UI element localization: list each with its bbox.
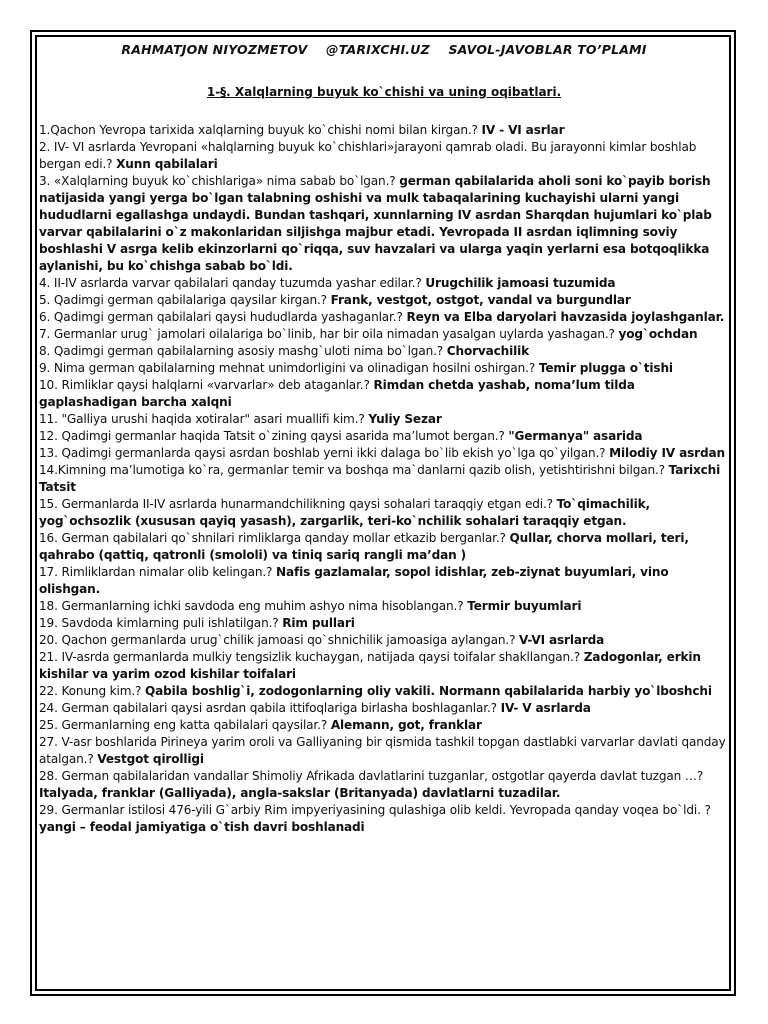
answer-text: Qabila boshlig`i, zodogonlarning oliy vakili. Normann qabilalarida harbiy yo`lboshchi bbox=[145, 684, 712, 698]
answer-text: Nafis gazlamalar, sopol idishlar, zeb-ziynat buyumlari, vino olishgan. bbox=[39, 565, 669, 596]
qa-item bbox=[39, 615, 727, 632]
qa-item bbox=[39, 632, 727, 649]
answer-text: Urugchilik jamoasi tuzumida bbox=[425, 276, 616, 290]
answer-text: Rim pullari bbox=[282, 616, 355, 630]
question-text: 13. Qadimgi germanlarda qaysi asrdan boshlab yerni ikki dalaga bo`lib ekish yo`lga qo`yilgan.? bbox=[39, 446, 610, 460]
answer-text: yog`ochdan bbox=[618, 327, 698, 341]
site-handle: @TARIXCHI.UZ bbox=[326, 42, 430, 57]
question-text: 24. German qabilalari qaysi asrdan qabila ittifoqlariga birlasha boshlaganlar.? bbox=[39, 701, 501, 715]
question-text: 25. Germanlarning eng katta qabilalari qaysilar.? bbox=[39, 718, 331, 732]
answer-text: Rimdan chetda yashab, noma’lum tilda gaplashadigan barcha xalqni bbox=[39, 378, 635, 409]
qa-item bbox=[39, 768, 727, 802]
answer-text: yangi – feodal jamiyatiga o`tish davri boshlanadi bbox=[39, 820, 365, 834]
answer-text: Vestgot qirolligi bbox=[97, 752, 204, 766]
answer-text: V-VI asrlarda bbox=[519, 633, 605, 647]
question-text: 11. "Galliya urushi haqida xotiralar" asari muallifi kim.? bbox=[39, 412, 369, 426]
question-text: 6. Qadimgi german qabilalari qaysi hududlarda yashaganlar.? bbox=[39, 310, 407, 324]
answer-text: Italyada, franklar (Galliyada), angla-sakslar (Britanyada) davlatlarni tuzadilar. bbox=[39, 786, 561, 800]
question-text: 20. Qachon germanlarda urug`chilik jamoasi qo`shnichilik jamoasiga aylangan.? bbox=[39, 633, 520, 647]
qa-item bbox=[39, 530, 727, 564]
qa-item bbox=[39, 292, 727, 309]
qa-item bbox=[39, 275, 727, 292]
qa-item bbox=[39, 598, 727, 615]
question-text: 4. II-IV asrlarda varvar qabilalari qanday tuzumda yashar edilar.? bbox=[39, 276, 426, 290]
qa-item bbox=[39, 343, 727, 360]
qa-item bbox=[39, 360, 727, 377]
question-text: 12. Qadimgi germanlar haqida Tatsit o`zining qaysi asarida ma’lumot bergan.? bbox=[39, 429, 509, 443]
question-text: 16. German qabilalari qo`shnilari rimliklarga qanday mollar etkazib berganlar.? bbox=[39, 531, 510, 545]
question-text: 29. Germanlar istilosi 476-yili G`arbiy Rim impyeriyasining qulashiga olib keldi. Yevropada qanday voqea bo`ldi. ? bbox=[39, 803, 711, 817]
question-text: 21. IV-asrda germanlarda mulkiy tengsizlik kuchaygan, natijada qaysi toifalar shakllangan.? bbox=[39, 650, 584, 664]
qa-item bbox=[39, 496, 727, 530]
qa-item bbox=[39, 139, 727, 173]
qa-item bbox=[39, 462, 727, 496]
qa-item bbox=[39, 802, 727, 836]
qa-item bbox=[39, 700, 727, 717]
question-text: 8. Qadimgi german qabilalarning asosiy mashg`uloti nima bo`lgan.? bbox=[39, 344, 447, 358]
qa-item bbox=[39, 411, 727, 428]
qa-item bbox=[39, 309, 727, 326]
qa-item bbox=[39, 445, 727, 462]
qa-item bbox=[39, 649, 727, 683]
answer-text: Alemann, got, franklar bbox=[330, 718, 482, 732]
answer-text: Milodiy IV asrdan bbox=[609, 446, 725, 460]
question-text: 5. Qadimgi german qabilalariga qaysilar kirgan.? bbox=[39, 293, 331, 307]
question-text: 10. Rimliklar qaysi halqlarni «varvarlar» deb ataganlar.? bbox=[39, 378, 374, 392]
qa-item bbox=[39, 326, 727, 343]
question-text: 27. V-asr boshlarida Pirineya yarim oroli va Galliyaning bir qismida tashkil topgan dastlabki varvarlar davlati qanday atalgan.? bbox=[39, 735, 726, 766]
question-text: 3. «Xalqlarning buyuk ko`chishlariga» nima sabab bo`lgan.? bbox=[39, 174, 400, 188]
collection-title: SAVOL-JAVOBLAR TO’PLAMI bbox=[448, 42, 647, 57]
qa-item bbox=[39, 122, 727, 139]
answer-text: german qabilalarida aholi soni ko`payib borish natijasida yangi yerga bo`lgan talabning oshishi va mulk tabaqalarining kuchayishi ularni yangi hududlarni egallashga undaydi. Bundan tashqari, xunnlarning IV asrdan Sharqdan hujumlari ko`plab varvar qabilalarini o`z makonlaridan siljishga majbur etadi. Yevropada II asrdan iqlimning soviy boshlashi V asrga kelib ekinzorlarni qo`riqqa, suv havzalari va ularga yaqin yerlarni esa botqoqlikka aylanishi, bu ko`chishga sabab bo`ldi. bbox=[39, 174, 712, 273]
answer-text: IV - VI asrlar bbox=[481, 123, 565, 137]
answer-text: Tarixchi Tatsit bbox=[39, 463, 721, 494]
qa-list bbox=[39, 122, 727, 836]
question-text: 15. Germanlarda II-IV asrlarda hunarmandchilikning qaysi sohalari taraqqiy etgan edi.? bbox=[39, 497, 557, 511]
answer-text: Temir plugga o`tishi bbox=[538, 361, 673, 375]
qa-item bbox=[39, 564, 727, 598]
question-text: 17. Rimliklardan nimalar olib kelingan.? bbox=[39, 565, 277, 579]
qa-item bbox=[39, 683, 727, 700]
question-text: 22. Konung kim.? bbox=[39, 684, 146, 698]
answer-text: Chorvachilik bbox=[446, 344, 530, 358]
answer-text: Zadogonlar, erkin kishilar va yarim ozod kishilar toifalari bbox=[39, 650, 701, 681]
answer-text: Xunn qabilalari bbox=[116, 157, 218, 171]
answer-text: Yuliy Sezar bbox=[368, 412, 442, 426]
question-text: 28. German qabilalaridan vandallar Shimoliy Afrikada davlatlarini tuzganlar, ostgotlar qayerda davlat tuzgan …? bbox=[39, 769, 704, 783]
question-text: 7. Germanlar urug` jamolari oilalariga bo`linib, har bir oila nimadan yasalgan uylarda yashagan.? bbox=[39, 327, 619, 341]
answer-text: Frank, vestgot, ostgot, vandal va burgundlar bbox=[330, 293, 631, 307]
question-text: 1.Qachon Yevropa tarixida xalqlarning buyuk ko`chishi nomi bilan kirgan.? bbox=[39, 123, 482, 137]
answer-text: To`qimachilik, yog`ochsozlik (xususan qayiq yasash), zargarlik, teri-ko`nchilik sohalari taraqqiy etgan. bbox=[39, 497, 650, 528]
qa-item bbox=[39, 428, 727, 445]
qa-item bbox=[39, 734, 727, 768]
qa-item bbox=[39, 173, 727, 275]
qa-item bbox=[39, 377, 727, 411]
question-text: 9. Nima german qabilalarning mehnat unimdorligini va olinadigan hosilni oshirgan.? bbox=[39, 361, 539, 375]
qa-item bbox=[39, 717, 727, 734]
answer-text: Reyn va Elba daryolari havzasida joylashganlar. bbox=[406, 310, 725, 324]
author-name: RAHMATJON NIYOZMETOV bbox=[121, 42, 308, 57]
answer-text: IV- V asrlarda bbox=[500, 701, 591, 715]
question-text: 14.Kimning ma’lumotiga ko`ra, germanlar temir va boshqa ma`danlarni qazib olish, yetishtirishni bilgan.? bbox=[39, 463, 669, 477]
section-title: 1-§. Xalqlarning buyuk ko`chishi va uning oqibatlari. bbox=[206, 85, 562, 99]
question-text: 2. IV- VI asrlarda Yevropani «halqlarning buyuk ko`chishlari»jarayoni qamrab oladi. Bu jarayonni kimlar boshlab bergan edi.? bbox=[39, 140, 697, 171]
question-text: 18. Germanlarning ichki savdoda eng muhim ashyo nima hisoblangan.? bbox=[39, 599, 468, 613]
document-header bbox=[0, 42, 768, 57]
answer-text: "Germanya" asarida bbox=[508, 429, 643, 443]
question-text: 19. Savdoda kimlarning puli ishlatilgan.? bbox=[39, 616, 283, 630]
answer-text: Qullar, chorva mollari, teri, qahrabo (qattiq, qatronli (smololi) va tiniq sariq rangli ma’dan ) bbox=[39, 531, 689, 562]
answer-text: Termir buyumlari bbox=[467, 599, 582, 613]
